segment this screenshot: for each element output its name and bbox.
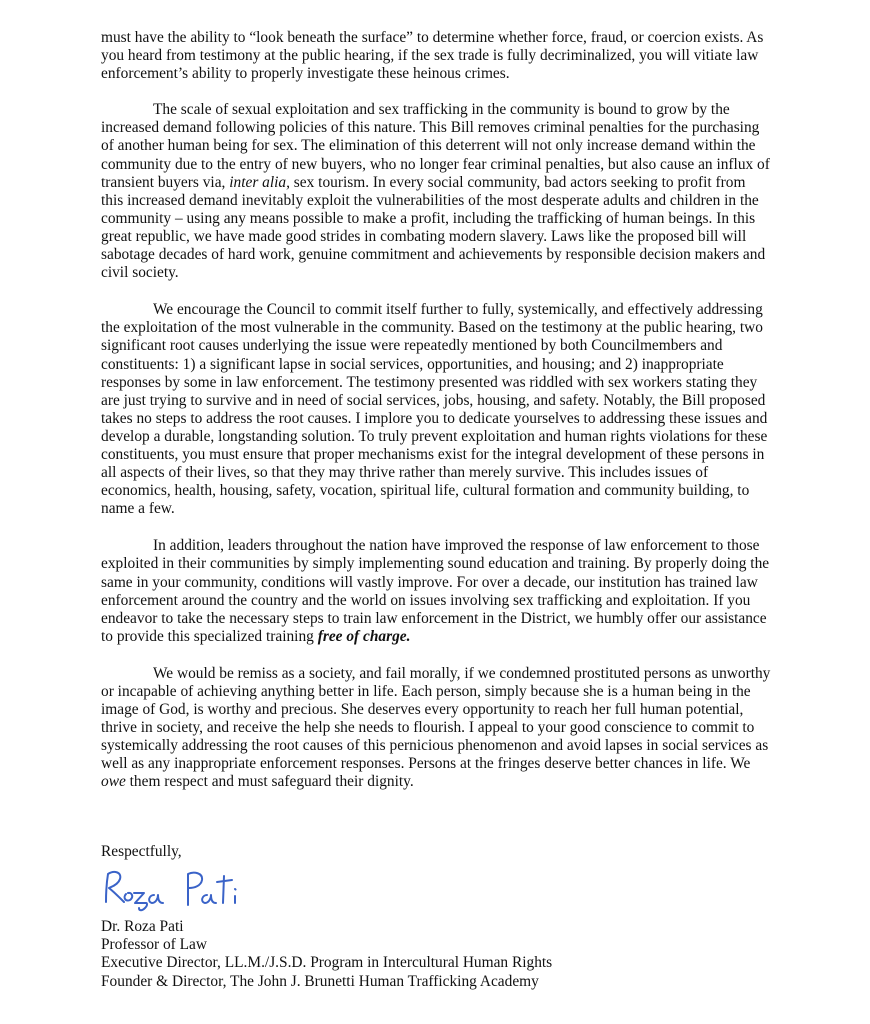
paragraph-3-text: We encourage the Council to commit itself further to fully, systemically, and effectively addressing the exploitation of the most vulnerable in the community. Based on the testimony at the public hearing, two significant root causes underlying the issue were repeatedly mentioned by both Councilmembers and constituents: 1) a significant lapse in social services, opportunities, and housing; and 2) inappropriate responses by some in law enforcement. The testimony presented was riddled with sex workers stating they are just trying to survive and in need of social services, jobs, housing, and safety. Notably, the Bill proposed takes no steps to address the root causes. I implore you to dedicate yourselves to addressing these issues and develop a durable, longstanding solution. To truly prevent exploitation and human rights violations for these constituents, you must ensure that proper mechanisms exist for the integral development of these persons in all aspects of their lives, so that they may thrive rather than merely survive. This includes issues of economics, health, housing, safety, vocation, spiritual life, cultural formation and community building, to name a few. <box>101 301 768 518</box>
paragraph-5-text-a: We would be remiss as a society, and fail morally, if we condemned prostituted persons as unworthy or incapable of achieving anything better in life. Each person, simply because she is a human being in the image of God, is worthy and precious. She deserves every opportunity to reach her full human potential, thrive in society, and receive the help she needs to flourish. I appeal to your good conscience to commit to systemically addressing the root causes of this pernicious phenomenon and avoid lapses in social services as well as any inappropriate enforcement responses. Persons at the fringes deserve better chances in life. We <box>101 664 771 773</box>
paragraph-1-text: must have the ability to “look beneath the surface” to determine whether force, fraud, or coercion exists. As you heard from testimony at the public hearing, if the sex trade is fully decriminalized, you will vitiate law enforcement’s ability to properly investigate these heinous crimes. <box>101 29 764 83</box>
paragraph-5 <box>101 665 771 792</box>
paragraph-5-text-b: them respect and must safeguard their dignity. <box>125 773 414 791</box>
closing-salutation: Respectfully, <box>101 843 182 860</box>
handwritten-signature <box>96 866 256 914</box>
paragraph-3 <box>101 301 771 518</box>
paragraph-1 <box>101 29 771 83</box>
inter-alia-italic: inter alia, <box>229 173 290 191</box>
letter-body <box>101 29 771 811</box>
paragraph-4-text: In addition, leaders throughout the nation have improved the response of law enforcement to those exploited in their communities by simply implementing sound education and training. By properly doing the same in your community, conditions will vastly improve. For over a decade, our institution has trained law enforcement around the country and the world on issues involving sex trafficking and exploitation. If you endeavor to take the necessary steps to train law enforcement in the District, we humbly offer our assistance to provide this specialized training <box>101 537 770 645</box>
owe-italic: owe <box>101 773 126 791</box>
signer-title: Professor of Law <box>101 936 207 954</box>
paragraph-2-text-b: sex tourism. In every social community, bad actors seeking to profit from this increased demand inevitably exploit the vulnerabilities of the most desperate adults and children in the community – using any means possible to make a profit, including the trafficking of human beings. In this great republic, we have made good strides in combating modern slavery. Laws like the proposed bill will sabotage decades of hard work, genuine commitment and achievements by responsible decision makers and civil society. <box>101 173 766 282</box>
signer-name: Dr. Roza Pati <box>101 918 184 935</box>
signer-role-1: Executive Director, LL.M./J.S.D. Program in Intercultural Human Rights <box>101 954 553 972</box>
signer-role-2: Founder & Director, The John J. Brunetti Human Trafficking Academy <box>101 972 539 990</box>
paragraph-2 <box>101 101 771 282</box>
paragraph-2-text-a: The scale of sexual exploitation and sex trafficking in the community is bound to grow by the increased demand following policies of this nature. This Bill removes criminal penalties for the purchasing of another human being for sex. The elimination of this deterrent will not only increase demand within the community due to the entry of new buyers, who no longer fear criminal penalties, but also cause an influx of transient buyers via, <box>101 101 770 191</box>
free-of-charge-emphasis: free of charge. <box>317 627 411 645</box>
paragraph-4 <box>101 537 771 646</box>
signature-block <box>101 918 801 991</box>
